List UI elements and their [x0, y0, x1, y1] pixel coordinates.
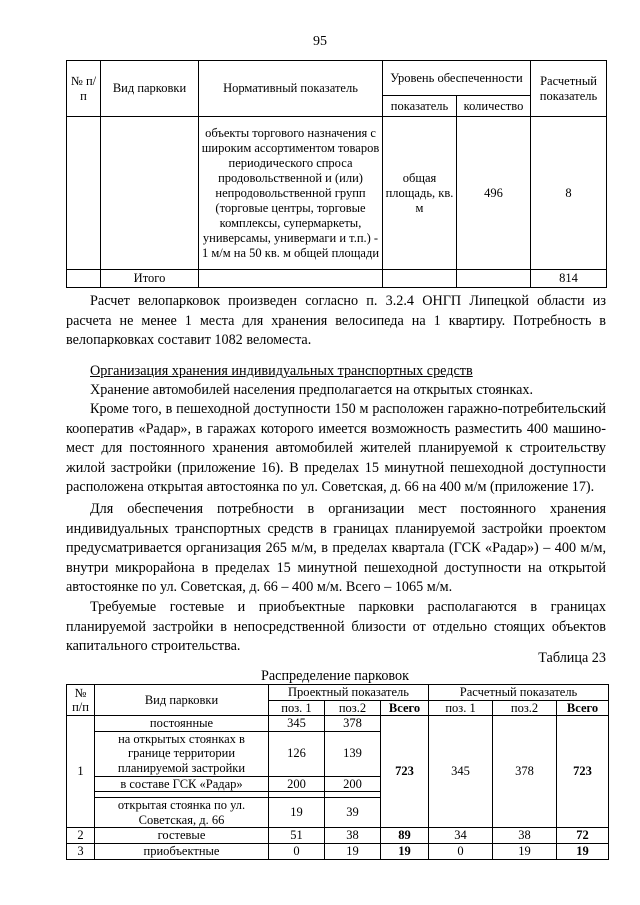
cell-total-label: Итого: [101, 270, 199, 288]
col-header-num: № п/п: [67, 61, 101, 117]
paragraph-storage: Хранение автомобилей населения предполагается на открытых стоянках.: [90, 382, 534, 398]
cell-num: 1: [67, 716, 95, 828]
col-header-calc: Расчетный показатель: [531, 61, 607, 117]
col-header-calc: Расчетный показатель: [429, 685, 609, 701]
paragraph-bicycle: Расчет велопарковок произведен согласно п. 3.2.4 ОНГП Липецкой области из расчета не менее 1 места для хранения велосипеда на 1 квартиру. Потребность в велопарковках составит 1082 веломеста.: [66, 293, 606, 348]
parking-distribution-table: [66, 684, 609, 860]
col-header-indicator: показатель: [383, 96, 457, 117]
table-row: [67, 117, 607, 270]
cell-label: на открытых стоянках в границе территории планируемой застройки: [95, 731, 269, 776]
col-header-project: Проектный показатель: [269, 685, 429, 701]
col-header-p2: поз.2: [325, 700, 381, 716]
table-number: Таблица 23: [538, 650, 606, 666]
cell-value: 200: [269, 776, 325, 792]
cell-value: 139: [325, 731, 381, 776]
page-number: 95: [313, 34, 327, 49]
cell-ptotal: 19: [381, 843, 429, 859]
cell-value: 126: [269, 731, 325, 776]
cell-value: 39: [325, 798, 381, 828]
table-total-row: [67, 270, 607, 288]
cell-value: 345: [429, 716, 493, 828]
cell-quantity: 496: [457, 117, 531, 270]
cell-value: 0: [429, 843, 493, 859]
cell-value: 34: [429, 828, 493, 844]
cell-label: в составе ГСК «Радар»: [95, 776, 269, 792]
cell-value: 19: [493, 843, 557, 859]
col-header-c2: поз.2: [493, 700, 557, 716]
table-row: [67, 843, 609, 859]
cell-ptotal: 89: [381, 828, 429, 844]
cell-label: гостевые: [95, 828, 269, 844]
cell-calc: 8: [531, 117, 607, 270]
table-header-row: [67, 61, 607, 96]
col-header-c1: поз. 1: [429, 700, 493, 716]
col-header-quantity: количество: [457, 96, 531, 117]
col-header-type: Вид парковки: [95, 685, 269, 716]
cell-label: открытая стоянка по ул. Советская, д. 66: [95, 798, 269, 828]
cell-ctotal: 19: [557, 843, 609, 859]
cell-value: 0: [269, 843, 325, 859]
cell-value: 378: [325, 716, 381, 732]
col-header-num: № п/п: [67, 685, 95, 716]
col-header-ctotal: Всего: [557, 700, 609, 716]
cell-total-calc: 814: [531, 270, 607, 288]
parking-norms-table: [66, 60, 607, 288]
table-row: [67, 716, 609, 732]
cell-norm: объекты торгового назначения с широким ассортиментом товаров периодического спроса продовольственной и (или) непродовольственной групп (торговые центры, торговые комплексы, супермаркеты, универсамы, универмаги и т.п.) - 1 м/м на 50 кв. м общей площади: [199, 117, 383, 270]
cell-value: 51: [269, 828, 325, 844]
col-header-norm: Нормативный показатель: [199, 61, 383, 117]
cell-label: постоянные: [95, 716, 269, 732]
cell-ptotal: 723: [381, 716, 429, 828]
paragraph-demand: Для обеспечения потребности в организации мест постоянного хранения индивидуальных транспортных средств в границах планируемой застройки проектом предусматривается организация 265 м/м, в пределах квартала (ГСК «Радар») – 400 м/м, внутри микрорайона в пределах 15 минутной пешеходной доступности на открытой автостоянке по ул. Советская, д. 66 – 400 м/м. Всего – 1065 м/м.: [66, 501, 606, 595]
table-header-row: [67, 685, 609, 701]
cell-value: 38: [493, 828, 557, 844]
col-header-p1: поз. 1: [269, 700, 325, 716]
table-row: [67, 828, 609, 844]
cell-ctotal: 72: [557, 828, 609, 844]
cell-value: 345: [269, 716, 325, 732]
cell-value: 38: [325, 828, 381, 844]
col-header-level: Уровень обеспеченности: [383, 61, 531, 96]
cell-value: 200: [325, 776, 381, 792]
paragraph-guest: Требуемые гостевые и приобъектные парковки располагаются в границах планируемой застройки в непосредственной близости от отдельно стоящих объектов капитального строительства.: [66, 599, 606, 654]
section-heading: Организация хранения индивидуальных транспортных средств: [90, 363, 473, 379]
table-caption: Распределение парковок: [260, 668, 410, 684]
cell-num: 3: [67, 843, 95, 859]
col-header-ptotal: Всего: [381, 700, 429, 716]
cell-indicator: общая площадь, кв. м: [383, 117, 457, 270]
cell-num: 2: [67, 828, 95, 844]
cell-label: приобъектные: [95, 843, 269, 859]
cell-value: 19: [325, 843, 381, 859]
col-header-type: Вид парковки: [101, 61, 199, 117]
cell-ctotal: 723: [557, 716, 609, 828]
paragraph-gsk: Кроме того, в пешеходной доступности 150 м расположен гаражно-потребительский кооператив «Радар», в гаражах которого имеется возможность разместить 400 машино-мест для постоянного хранения автомобилей жителей планируемой к строительству жилой застройки (приложение 16). В пределах 15 минутной пешеходной доступности расположена открытая автостоянка по ул. Советская, д. 66 на 400 м/м (приложение 17).: [66, 401, 606, 495]
cell-value: 378: [493, 716, 557, 828]
cell-value: 19: [269, 798, 325, 828]
